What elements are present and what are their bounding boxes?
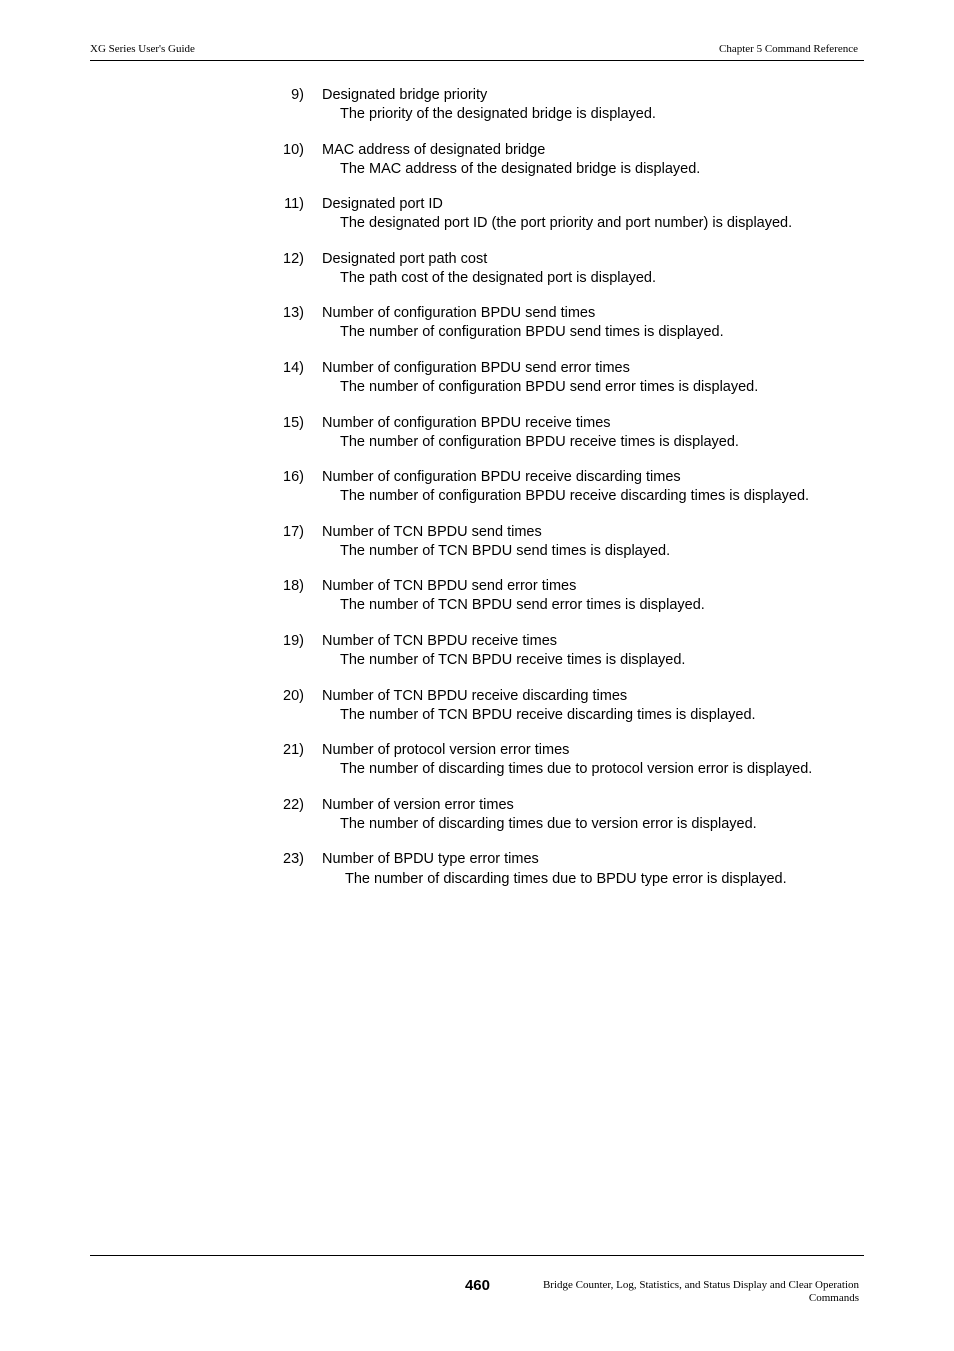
item-number: 19) [283, 632, 304, 649]
list-item [0, 195, 954, 250]
item-description: The priority of the designated bridge is displayed. [340, 106, 656, 122]
item-description: The number of configuration BPDU receive times is displayed. [340, 433, 739, 450]
item-number: 23) [283, 851, 304, 868]
footer-section-line: Bridge Counter, Log, Statistics, and Status Display and Clear Operation [542, 1279, 859, 1291]
list-item [0, 86, 954, 141]
item-number: 12) [283, 250, 304, 267]
item-title: Number of BPDU type error times [322, 851, 539, 868]
item-number: 17) [283, 523, 304, 540]
item-description: The number of discarding times due to version error is displayed. [340, 815, 757, 832]
item-description: The number of configuration BPDU send error times is displayed. [340, 378, 759, 395]
list-item [0, 687, 954, 742]
item-number: 9) [291, 87, 304, 103]
item-number: 11) [284, 196, 304, 213]
list-item [0, 850, 954, 905]
item-number: 18) [283, 578, 304, 595]
list-item [0, 523, 954, 578]
item-title: Designated port path cost [322, 250, 488, 267]
item-number: 10) [283, 141, 304, 158]
list-item [0, 141, 954, 196]
item-number: 20) [283, 687, 304, 704]
item-title: Number of TCN BPDU send times [322, 523, 542, 540]
item-list [0, 86, 954, 905]
item-description: The number of TCN BPDU receive times is displayed. [340, 651, 686, 668]
item-title: MAC address of designated bridge [322, 141, 546, 158]
list-item [0, 796, 954, 851]
item-number: 21) [283, 742, 304, 759]
running-header-title: XG Series User's Guide [90, 43, 195, 55]
list-item [0, 359, 954, 414]
item-description: The number of discarding times due to protocol version error is displayed. [340, 761, 813, 778]
list-item [0, 741, 954, 796]
item-title: Number of TCN BPDU receive discarding times [322, 687, 628, 704]
item-number: 15) [283, 414, 304, 431]
header-divider [90, 60, 864, 61]
item-description: The number of discarding times due to BPDU type error is displayed. [345, 871, 787, 888]
item-number: 22) [283, 796, 304, 813]
list-item [0, 468, 954, 523]
item-title: Number of configuration BPDU send times [322, 305, 596, 322]
item-number: 14) [283, 359, 304, 376]
item-title: Number of TCN BPDU send error times [322, 578, 577, 595]
item-description: The number of TCN BPDU send times is displayed. [340, 542, 671, 559]
item-number: 13) [283, 305, 304, 322]
running-footer-section [499, 1279, 859, 1305]
item-title: Designated port ID [322, 196, 443, 213]
list-item [0, 577, 954, 632]
item-description: The designated port ID (the port priority and port number) is displayed. [340, 215, 793, 232]
item-title: Number of protocol version error times [322, 742, 570, 759]
item-title: Designated bridge priority [322, 87, 488, 103]
item-title: Number of version error times [322, 796, 514, 813]
running-header-chapter: Chapter 5 Command Reference [719, 43, 858, 55]
item-title: Number of configuration BPDU send error times [322, 359, 630, 376]
item-title: Number of configuration BPDU receive times [322, 414, 611, 431]
page-number: 460 [464, 1277, 490, 1294]
footer-divider [90, 1255, 864, 1256]
item-description: The number of configuration BPDU send times is displayed. [340, 324, 724, 341]
item-title: Number of configuration BPDU receive discarding times [322, 469, 681, 486]
list-item [0, 632, 954, 687]
item-description: The number of TCN BPDU send error times is displayed. [340, 597, 705, 614]
item-description: The path cost of the designated port is displayed. [340, 269, 656, 286]
list-item [0, 250, 954, 305]
item-description: The number of configuration BPDU receive discarding times is displayed. [340, 488, 810, 505]
item-title: Number of TCN BPDU receive times [322, 632, 558, 649]
item-number: 16) [283, 469, 304, 486]
item-description: The number of TCN BPDU receive discarding times is displayed. [340, 706, 756, 723]
list-item [0, 414, 954, 469]
footer-section-line: Commands [808, 1292, 859, 1304]
list-item [0, 304, 954, 359]
item-description: The MAC address of the designated bridge is displayed. [340, 160, 701, 177]
